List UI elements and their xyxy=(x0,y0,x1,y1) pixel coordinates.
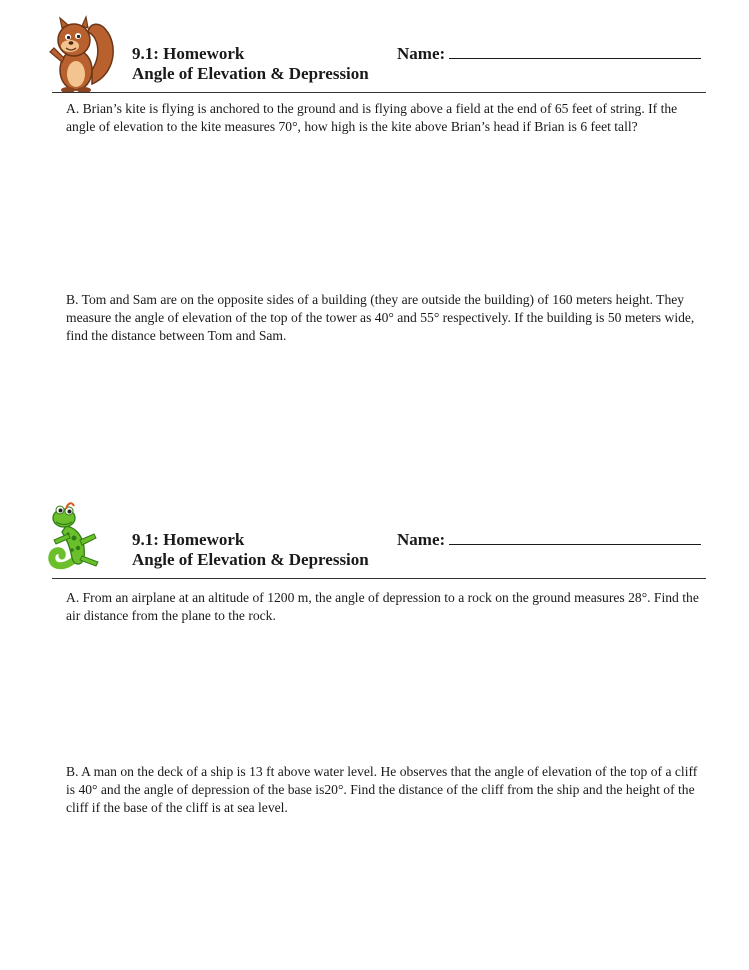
name-label: Name: xyxy=(397,530,446,549)
squirrel-icon xyxy=(44,14,116,94)
title-block xyxy=(132,530,369,570)
homework-title: 9.1: Homework xyxy=(132,530,245,549)
title-block xyxy=(132,44,369,84)
name-blank-line[interactable] xyxy=(449,530,701,545)
name-blank-line[interactable] xyxy=(449,44,701,59)
name-field[interactable] xyxy=(397,530,701,550)
worksheet-subtitle: Angle of Elevation & Depression xyxy=(132,550,369,569)
worksheet-subtitle: Angle of Elevation & Depression xyxy=(132,64,369,83)
problem-b-text: B. A man on the deck of a ship is 13 ft above water level. He observes that the angle of elevation of the top of a cliff is 40° and the angle of depression of the base is20°. Find the distance of the cliff from the ship and the height of the cliff if the base of the cliff is at sea level. xyxy=(66,764,698,815)
header-divider xyxy=(52,578,706,579)
name-label: Name: xyxy=(397,44,446,63)
problem-a-text: A. From an airplane at an altitude of 1200 m, the angle of depression to a rock on the ground measures 28°. Find the air distance from the plane to the rock. xyxy=(66,590,699,623)
lizard-icon xyxy=(44,500,116,580)
problem-a-text: A. Brian’s kite is flying is anchored to the ground and is flying above a field at the end of 65 feet of string. If the angle of elevation to the kite measures 70°, how high is the kite above Brian’s head if Brian is 6 feet tall? xyxy=(66,101,678,134)
homework-title: 9.1: Homework xyxy=(132,44,245,63)
header-divider xyxy=(52,92,706,93)
problem-b-text: B. Tom and Sam are on the opposite sides of a building (they are outside the building) of 160 meters height. They measure the angle of elevation of the top of the tower as 40° and 55° respectively. If the building is 50 meters wide, find the distance between Tom and Sam. xyxy=(66,292,695,343)
name-field[interactable] xyxy=(397,44,701,64)
